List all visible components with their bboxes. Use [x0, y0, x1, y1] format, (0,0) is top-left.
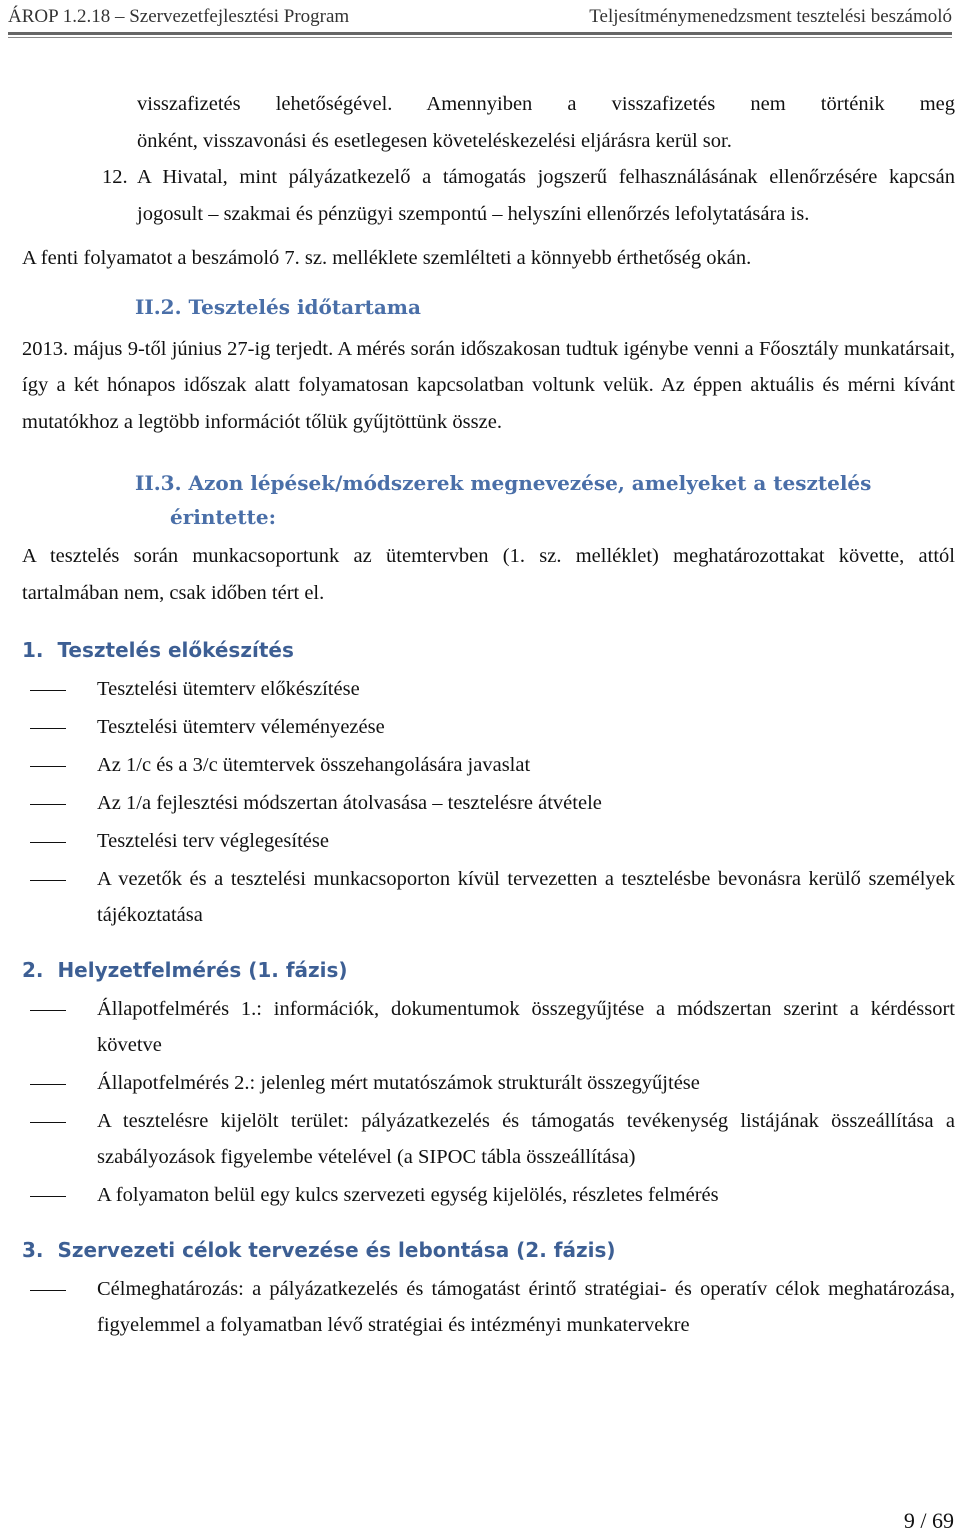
header-program-title: ÁROP 1.2.18 – Szervezetfejlesztési Program: [8, 6, 350, 27]
dash-bullet-icon: [22, 709, 97, 745]
item-text: A Hivatal, mint pályázatkezelő a támogatás jogszerű felhasználásának ellenőrzésére kapcsán jogosult – szakmai és pénzügyi szempontú – helyszíni ellenőrzés lefolytatására is.: [137, 166, 955, 225]
phase-item-text: Tesztelési ütemterv véleményezése: [97, 716, 385, 738]
numbered-item-12: [22, 159, 955, 232]
phase-1-item: [22, 785, 955, 821]
page-number: 9 / 69: [903, 1508, 954, 1533]
phase-item-text: Az 1/a fejlesztési módszertan átolvasása – tesztelésre átvétele: [97, 792, 602, 814]
phase-3-item: [22, 1271, 955, 1343]
heading-line-2: érintette:: [170, 505, 276, 529]
phase-item-text: Tesztelési ütemterv előkészítése: [97, 678, 360, 700]
section-heading-2-2: II.2. Tesztelés időtartama: [135, 294, 421, 319]
phase-1-item: [22, 747, 955, 783]
phase-heading-2: 2. Helyzetfelmérés (1. fázis): [22, 958, 348, 982]
phase-item-text: Az 1/c és a 3/c ütemtervek összehangolására javaslat: [97, 754, 531, 776]
section-2-3-paragraph: A tesztelés során munkacsoportunk az ütemtervben (1. sz. melléklet) meghatározottakat követte, attól tartalmában nem, csak időben tért el.: [22, 545, 955, 604]
dash-bullet-icon: [22, 823, 97, 859]
phase-item-text: A tesztelésre kijelölt terület: pályázatkezelés és támogatás tevékenység listájának összeállítása a szabályozások figyelembe vételével (a SIPOC tábla összeállítása): [97, 1110, 955, 1168]
continued-line-2: önként, visszavonási és esetlegesen követeléskezelési eljárásra kerül sor.: [137, 129, 732, 152]
phase-2-item: [22, 1103, 955, 1175]
dash-bullet-icon: [22, 1271, 97, 1343]
heading-line-1: II.3. Azon lépések/módszerek megnevezése, amelyeket a tesztelés: [135, 471, 872, 495]
dash-bullet-icon: [22, 785, 97, 821]
phase-item-text: A vezetők és a tesztelési munkacsoporton kívül tervezetten a tesztelésbe bevonásra kerülő személyek tájékoztatása: [97, 868, 955, 926]
summary-paragraph: A fenti folyamatot a beszámoló 7. sz. melléklete szemlélteti a könnyebb érthetőség okán.: [22, 247, 752, 269]
phase-item-text: Célmeghatározás: a pályázatkezelés és támogatást érintő stratégiai- és operatív célok meghatározása, figyelemmel a folyamatban lévő stratégiai és intézményi munkatervekre: [97, 1278, 955, 1336]
phase-1-item: [22, 709, 955, 745]
header-rule: [8, 32, 952, 35]
phase-item-text: Tesztelési terv véglegesítése: [97, 830, 329, 852]
dash-bullet-icon: [22, 671, 97, 707]
phase-1-item: [22, 861, 955, 933]
dash-bullet-icon: [22, 991, 97, 1063]
dash-bullet-icon: [22, 1065, 97, 1101]
continued-line-1: visszafizetés lehetőségével. Amennyiben a visszafizetés nem történik meg: [137, 93, 955, 115]
phase-heading-1: 1. Tesztelés előkészítés: [22, 638, 294, 662]
section-2-2-paragraph: 2013. május 9-től június 27-ig terjedt. A mérés során időszakosan tudtuk igénybe venni a Főosztály munkatársait, így a két hónapos időszak alatt folyamatosan kapcsolatban voltunk velük. Az éppen aktuális és mérni kívánt mutatókhoz a legtöbb információt tőlük gyűjtöttünk össze.: [22, 337, 955, 433]
page-header: [8, 0, 952, 34]
section-heading-2-3: [22, 466, 955, 534]
dash-bullet-icon: [22, 1103, 97, 1175]
phase-item-text: Állapotfelmérés 1.: információk, dokumentumok összegyűjtése a módszertan szerint a kérdéssort követve: [97, 998, 955, 1056]
phase-heading-3: 3. Szervezeti célok tervezése és lebontása (2. fázis): [22, 1238, 616, 1262]
phase-1-item: [22, 671, 955, 707]
phase-2-item: [22, 1065, 955, 1101]
phase-1-item: [22, 823, 955, 859]
dash-bullet-icon: [22, 861, 97, 933]
phase-item-text: Állapotfelmérés 2.: jelenleg mért mutatószámok strukturált összegyűjtése: [97, 1072, 700, 1094]
dash-bullet-icon: [22, 1177, 97, 1213]
phase-list: [22, 633, 955, 1343]
phase-2-item: [22, 991, 955, 1063]
dash-bullet-icon: [22, 747, 97, 783]
phase-2-item: [22, 1177, 955, 1213]
header-rule-thin: [8, 37, 952, 38]
item-number: 12.: [102, 166, 128, 188]
header-report-title: Teljesítménymenedzsment tesztelési beszámoló: [589, 6, 952, 27]
phase-item-text: A folyamaton belül egy kulcs szervezeti egység kijelölés, részletes felmérés: [97, 1184, 719, 1206]
page-body: [22, 86, 955, 1345]
